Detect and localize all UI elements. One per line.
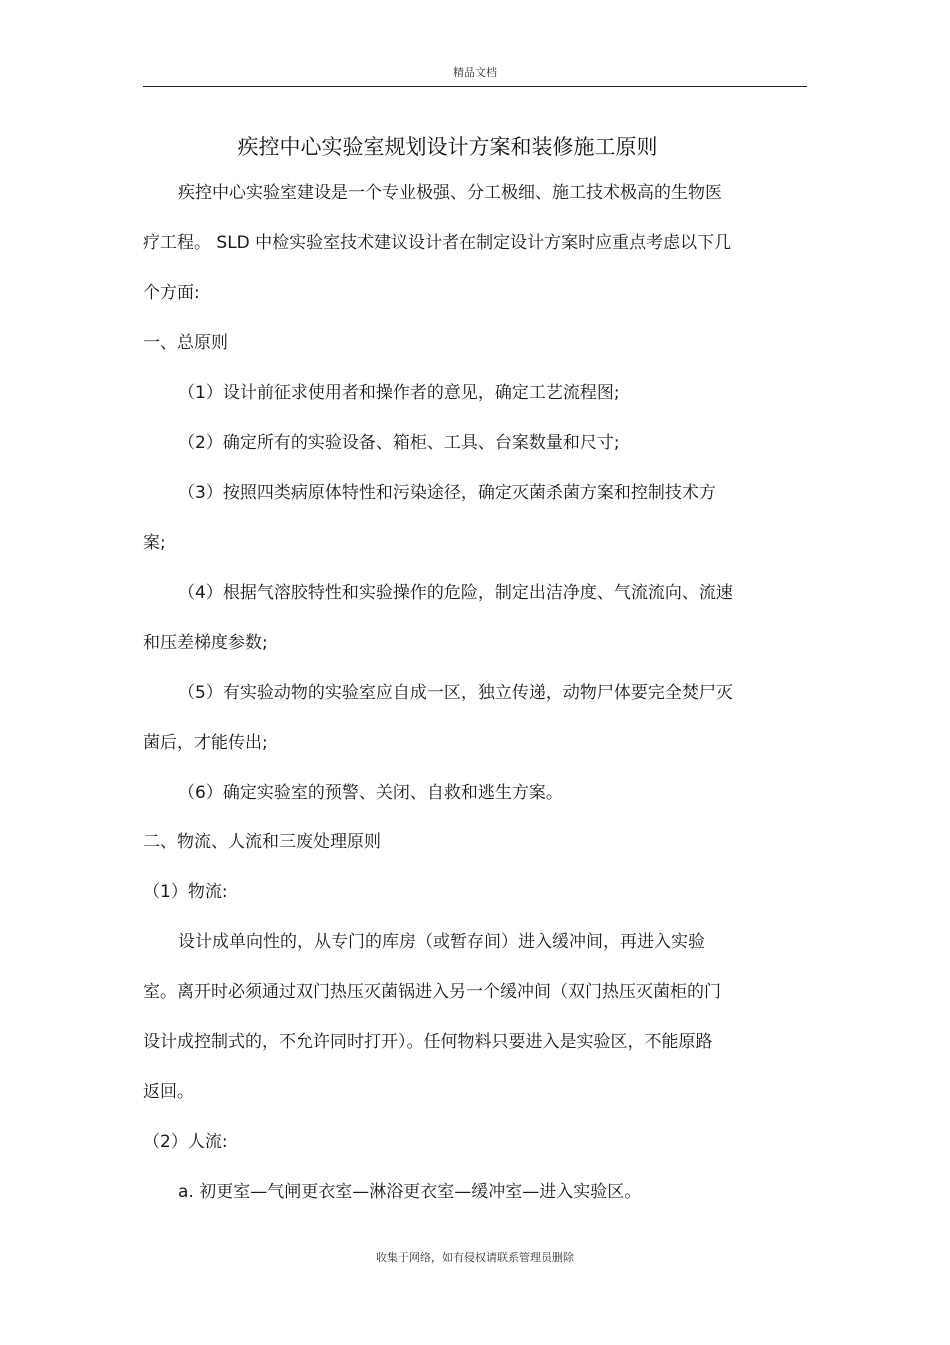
paragraph-line: 设计成单向性的，从专门的库房（或暂存间）进入缓冲间，再进入实验 — [178, 932, 705, 952]
paragraph-line: 疗工程。 SLD 中检实验室技术建议设计者在制定设计方案时应重点考虑以下几 — [143, 233, 732, 253]
paragraph-line: 返回。 — [143, 1082, 194, 1102]
list-item: （1）设计前征求使用者和操作者的意见，确定工艺流程图; — [178, 383, 620, 403]
header-text: 精品文档 — [453, 66, 497, 79]
section-heading: 一、总原则 — [143, 333, 228, 353]
list-item-continuation: 案; — [143, 533, 166, 553]
subsection-heading: （1）物流: — [143, 882, 228, 902]
document-title: 疾控中心实验室规划设计方案和装修施工原则 — [237, 135, 658, 159]
paragraph-line: 个方面: — [143, 283, 200, 303]
list-item-continuation: 和压差梯度参数; — [143, 633, 268, 653]
list-item: （2）确定所有的实验设备、箱柜、工具、台案数量和尺寸; — [178, 433, 620, 453]
paragraph-line: 设计成控制式的，不允许同时打开）。任何物料只要进入是实验区，不能原路 — [143, 1032, 713, 1052]
list-item: （3）按照四类病原体特性和污染途径，确定灭菌杀菌方案和控制技术方 — [178, 483, 716, 503]
page-footer: 收集于网络，如有侵权请联系管理员删除 — [376, 1251, 574, 1264]
list-item: （6）确定实验室的预警、关闭、自救和逃生方案。 — [178, 783, 563, 803]
paragraph-line: 室。离开时必须通过双门热压灭菌锅进入另一个缓冲间（双门热压灭菌柜的门 — [143, 982, 721, 1002]
list-item: a. 初更室—气闸更衣室—淋浴更衣室—缓冲室—进入实验区。 — [178, 1182, 642, 1202]
header-divider — [143, 86, 807, 87]
list-item: （5）有实验动物的实验室应自成一区，独立传递，动物尸体要完全焚尸灭 — [178, 683, 733, 703]
section-heading: 二、物流、人流和三废处理原则 — [143, 832, 381, 852]
subsection-heading: （2）人流: — [143, 1132, 228, 1152]
paragraph-line: 疾控中心实验室建设是一个专业极强、分工极细、施工技术极高的生物医 — [178, 183, 722, 203]
list-item-continuation: 菌后，才能传出; — [143, 733, 268, 753]
list-item: （4）根据气溶胶特性和实验操作的危险，制定出洁净度、气流流向、流速 — [178, 583, 733, 603]
